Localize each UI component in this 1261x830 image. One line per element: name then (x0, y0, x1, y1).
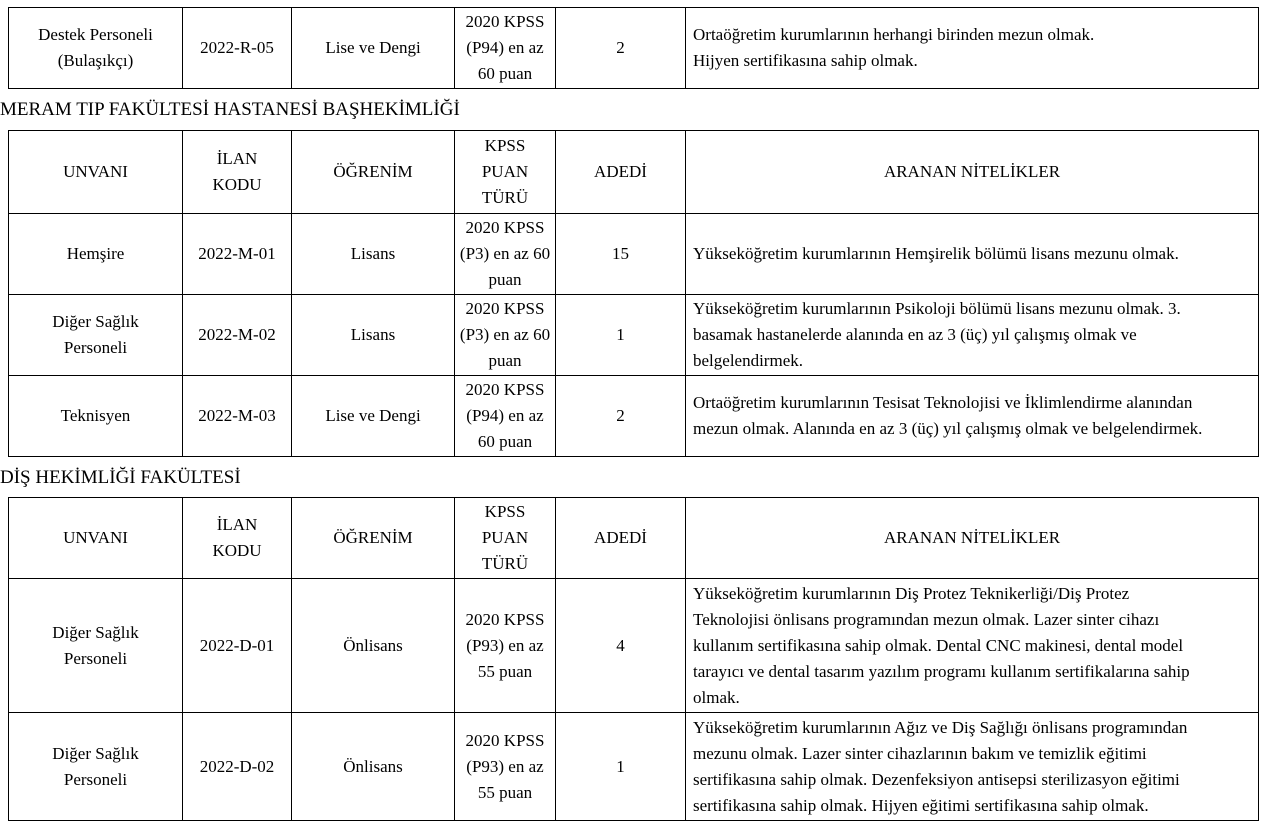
ogrenim-cell: Lisans (292, 214, 455, 295)
header-ogrenim: ÖĞRENİM (292, 131, 455, 214)
header-unvan: UNVANI (9, 498, 183, 579)
nitelik-cell: Yükseköğretim kurumlarının Diş Protez Teknikerliği/Diş Protez Teknolojisi önlisans programından mezun olmak. Lazer sinter cihazı kullanım sertifikasına sahip olmak. Dental CNC makinesi, dental model tarayıcı ve dental tasarım yazılım programı kullanım sertifikalarına sahip olmak. (686, 579, 1259, 713)
kod-cell: 2022-D-01 (183, 579, 292, 713)
unvan-cell: Hemşire (9, 214, 183, 295)
header-ogrenim: ÖĞRENİM (292, 498, 455, 579)
header-kod: İLAN KODU (183, 498, 292, 579)
adet-cell: 2 (556, 8, 686, 89)
header-kpss: KPSS PUAN TÜRÜ (455, 498, 556, 579)
header-adet: ADEDİ (556, 498, 686, 579)
ogrenim-cell: Lisans (292, 295, 455, 376)
ogrenim-cell: Lise ve Dengi (292, 376, 455, 457)
kod-cell: 2022-R-05 (183, 8, 292, 89)
nitelik-cell: Yükseköğretim kurumlarının Ağız ve Diş Sağlığı önlisans programından mezunu olmak. Lazer sinter cihazlarının bakım ve temizlik eğitimi sertifikasına sahip olmak. Dezenfeksiyon antisepsi sterilizasyon eğitimi sertifikasına sahip olmak. Hijyen eğitimi sertifikasına sahip olmak. (686, 713, 1259, 821)
adet-cell: 4 (556, 579, 686, 713)
header-row (9, 498, 1259, 579)
table-row (9, 376, 1259, 457)
adet-cell: 15 (556, 214, 686, 295)
kod-cell: 2022-M-03 (183, 376, 292, 457)
kpss-cell: 2020 KPSS (P3) en az 60 puan (455, 214, 556, 295)
nitelik-cell: Ortaöğretim kurumlarının Tesisat Teknolojisi ve İklimlendirme alanından mezun olmak. Alanında en az 3 (üç) yıl çalışmış olmak ve belgelendirmek. (686, 376, 1259, 457)
section-title-meram: MERAM TIP FAKÜLTESİ HASTANESİ BAŞHEKİMLİĞİ (0, 99, 460, 120)
nitelik-cell: Yükseköğretim kurumlarının Hemşirelik bölümü lisans mezunu olmak. (686, 214, 1259, 295)
table-row (9, 8, 1259, 89)
dis-table (8, 497, 1259, 821)
table-row (9, 713, 1259, 821)
header-row (9, 131, 1259, 214)
header-nitelik: ARANAN NİTELİKLER (686, 131, 1259, 214)
meram-table (8, 130, 1259, 457)
unvan-cell: Diğer Sağlık Personeli (9, 579, 183, 713)
table-row (9, 295, 1259, 376)
adet-cell: 1 (556, 713, 686, 821)
ogrenim-cell: Lise ve Dengi (292, 8, 455, 89)
adet-cell: 1 (556, 295, 686, 376)
unvan-cell: Destek Personeli (Bulaşıkçı) (9, 8, 183, 89)
nitelik-cell: Yükseköğretim kurumlarının Psikoloji bölümü lisans mezunu olmak. 3. basamak hastanelerde alanında en az 3 (üç) yıl çalışmış olmak ve belgelendirmek. (686, 295, 1259, 376)
kpss-cell: 2020 KPSS (P93) en az 55 puan (455, 579, 556, 713)
adet-cell: 2 (556, 376, 686, 457)
header-adet: ADEDİ (556, 131, 686, 214)
header-nitelik: ARANAN NİTELİKLER (686, 498, 1259, 579)
ogrenim-cell: Önlisans (292, 579, 455, 713)
header-kod: İLAN KODU (183, 131, 292, 214)
ogrenim-cell: Önlisans (292, 713, 455, 821)
kpss-cell: 2020 KPSS (P94) en az 60 puan (455, 8, 556, 89)
table-row (9, 579, 1259, 713)
table-row (9, 214, 1259, 295)
kpss-cell: 2020 KPSS (P93) en az 55 puan (455, 713, 556, 821)
header-unvan: UNVANI (9, 131, 183, 214)
kpss-cell: 2020 KPSS (P3) en az 60 puan (455, 295, 556, 376)
kod-cell: 2022-M-01 (183, 214, 292, 295)
kpss-cell: 2020 KPSS (P94) en az 60 puan (455, 376, 556, 457)
kod-cell: 2022-M-02 (183, 295, 292, 376)
header-kpss: KPSS PUAN TÜRÜ (455, 131, 556, 214)
unvan-cell: Teknisyen (9, 376, 183, 457)
unvan-cell: Diğer Sağlık Personeli (9, 713, 183, 821)
nitelik-cell: Ortaöğretim kurumlarının herhangi birinden mezun olmak. Hijyen sertifikasına sahip olmak. (686, 8, 1259, 89)
kod-cell: 2022-D-02 (183, 713, 292, 821)
section-title-dis: DİŞ HEKİMLİĞİ FAKÜLTESİ (0, 467, 241, 488)
top-table (8, 7, 1259, 89)
unvan-cell: Diğer Sağlık Personeli (9, 295, 183, 376)
